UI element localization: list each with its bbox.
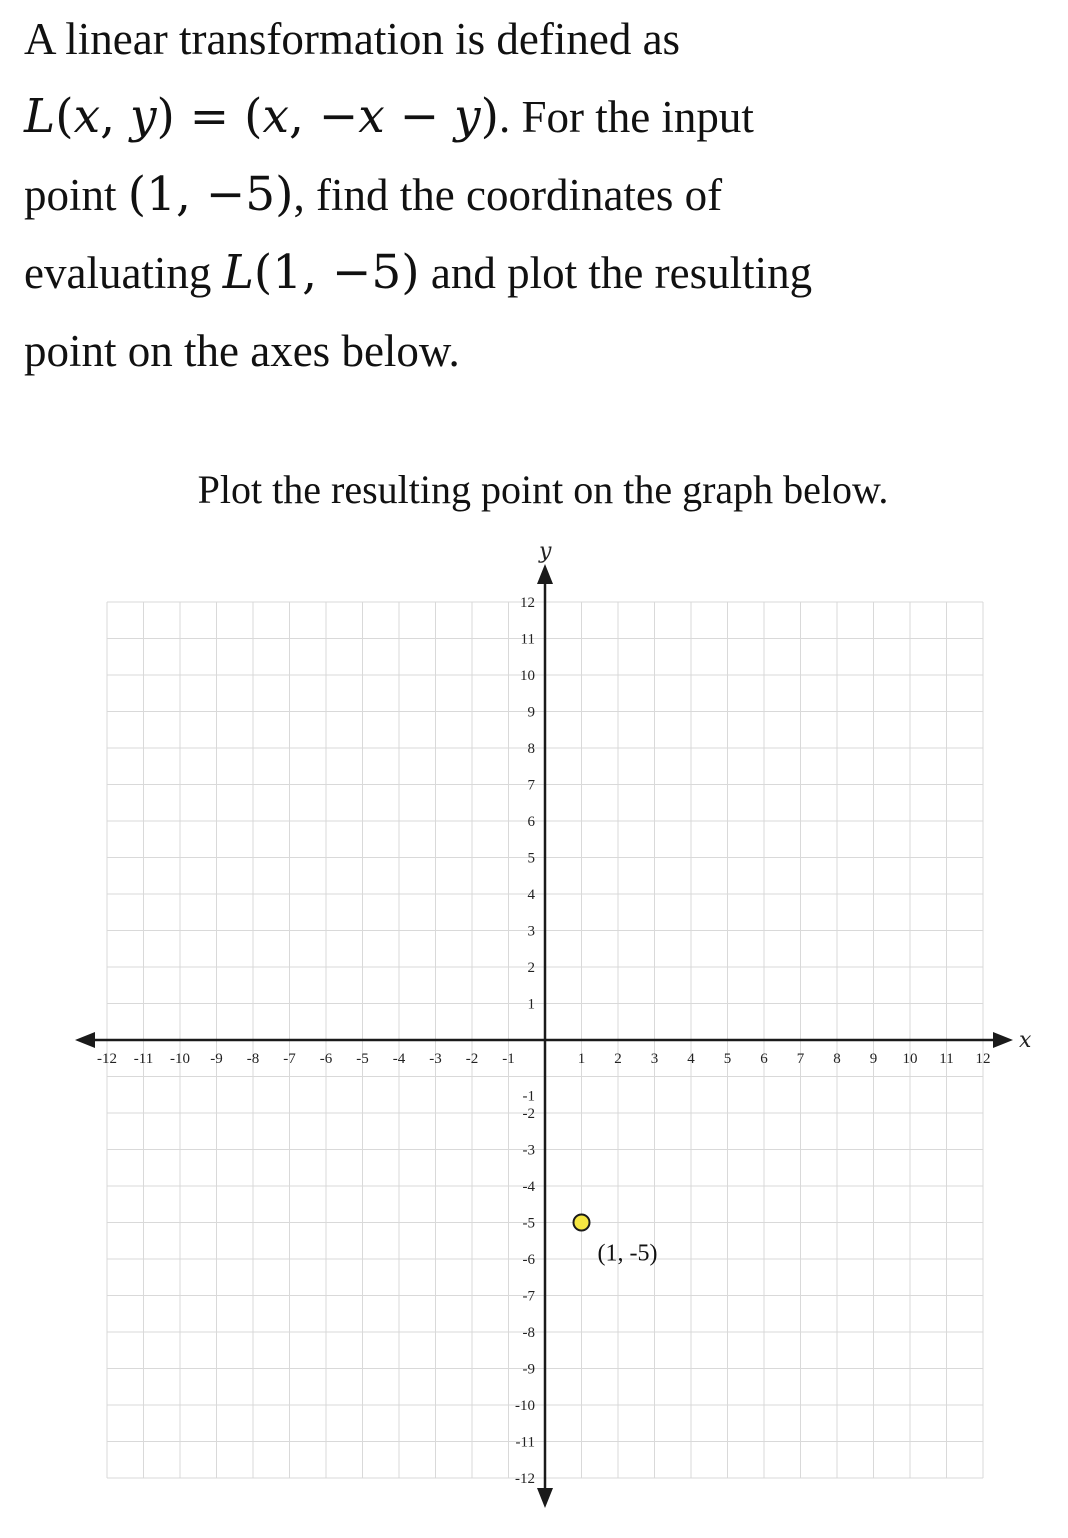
plotted-point-label: (1, -5)	[597, 1240, 658, 1267]
coordinate-graph[interactable]	[0, 540, 1068, 1538]
question-line-3-text: , find the coordinates of	[293, 170, 723, 220]
question-line-1-text: A linear transformation is defined as	[24, 14, 681, 64]
question-line-4-text: and plot the resulting	[430, 248, 813, 298]
question-line-4	[24, 234, 1054, 312]
x-axis-label: x	[1019, 1028, 1032, 1053]
y-axis-down-arrow-icon	[537, 1488, 553, 1508]
y-axis-label: y	[539, 540, 552, 564]
x-tick-label: 8	[833, 1051, 841, 1067]
question-text	[24, 0, 1054, 390]
y-tick-label: 3	[527, 923, 535, 940]
y-tick-label: 4	[527, 887, 535, 903]
x-tick-label: 10	[902, 1051, 918, 1067]
y-tick-label: 2	[527, 960, 535, 976]
question-line-5	[24, 312, 1054, 390]
x-tick-label: 11	[939, 1051, 954, 1067]
x-tick-label: 5	[723, 1051, 732, 1067]
question-line-3-pre: point	[24, 170, 117, 220]
x-tick-label: 2	[614, 1051, 622, 1067]
x-tick-label: 3	[650, 1051, 659, 1067]
question-line-1	[24, 0, 1054, 78]
x-tick-label: -10	[170, 1051, 190, 1067]
y-tick-label: 7	[527, 777, 535, 794]
y-tick-label: -9	[522, 1361, 535, 1378]
x-tick-label: 7	[796, 1051, 805, 1067]
y-tick-label: -7	[522, 1288, 535, 1305]
x-tick-label: 4	[687, 1051, 695, 1067]
x-tick-label: -3	[429, 1051, 442, 1067]
tick-labels	[97, 540, 1032, 1487]
input-point: (1, −5)	[127, 167, 294, 222]
y-tick-label: -1	[522, 1088, 535, 1105]
x-tick-label: -7	[283, 1051, 296, 1067]
x-tick-label: 9	[869, 1051, 878, 1067]
x-tick-label: -6	[319, 1051, 333, 1067]
y-tick-label: -3	[522, 1142, 535, 1159]
y-tick-label: -4	[522, 1179, 535, 1195]
x-tick-label: -9	[210, 1051, 223, 1067]
y-tick-label: 1	[527, 996, 535, 1013]
y-tick-label: -11	[515, 1434, 535, 1451]
y-tick-label: 9	[527, 704, 535, 721]
y-tick-label: 12	[520, 595, 535, 611]
x-tick-label: -1	[502, 1051, 515, 1067]
y-tick-label: -8	[522, 1325, 535, 1341]
question-line-4-pre: evaluating	[24, 248, 212, 298]
x-tick-label: 12	[975, 1051, 991, 1067]
y-tick-label: 5	[527, 850, 535, 867]
x-tick-label: 6	[760, 1051, 768, 1067]
y-tick-label: -2	[522, 1106, 535, 1122]
evaluation-expression: L(1, −5)	[222, 245, 420, 300]
y-tick-label: 10	[520, 668, 535, 684]
y-tick-label: 6	[527, 814, 535, 830]
y-tick-label: -10	[515, 1398, 535, 1414]
axes	[75, 564, 1013, 1508]
x-tick-label: -2	[465, 1051, 479, 1067]
transformation-formula: L(x, y) = (x, −x − y)	[24, 89, 499, 144]
plot-instruction: Plot the resulting point on the graph below.	[197, 467, 889, 512]
question-line-2-text: . For the input	[498, 92, 754, 142]
question-line-2	[24, 78, 1054, 156]
x-tick-label: -5	[356, 1051, 369, 1067]
x-tick-label: -4	[392, 1051, 406, 1067]
question-line-5-text: point on the axes below.	[24, 326, 460, 376]
plotted-point[interactable]	[574, 1215, 590, 1231]
x-axis-right-arrow-icon	[993, 1032, 1013, 1048]
y-tick-label: 8	[527, 741, 535, 757]
y-tick-label: -5	[522, 1215, 535, 1232]
y-axis-up-arrow-icon	[537, 564, 553, 584]
y-tick-label: 11	[520, 631, 535, 648]
x-tick-label: -12	[97, 1051, 117, 1067]
y-tick-label: -6	[522, 1252, 535, 1268]
y-tick-label: -12	[515, 1471, 535, 1487]
x-axis-left-arrow-icon	[75, 1032, 95, 1048]
x-tick-label: 1	[577, 1051, 586, 1067]
question-line-3	[24, 156, 1054, 234]
x-tick-label: -8	[246, 1051, 260, 1067]
x-tick-label: -11	[133, 1051, 154, 1067]
